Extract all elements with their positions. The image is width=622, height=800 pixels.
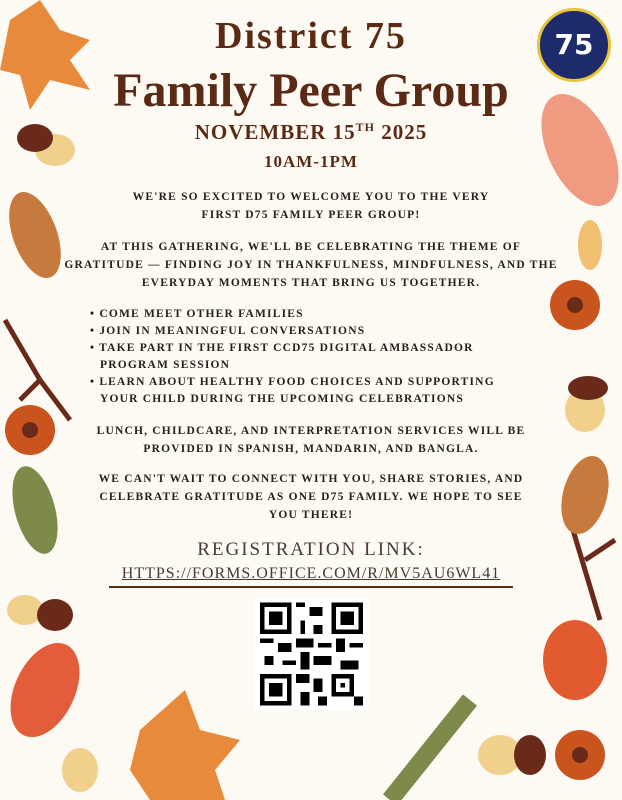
acorn-icon [478, 735, 546, 775]
qr-code[interactable] [254, 598, 369, 710]
registration-label: REGISTRATION LINK: [197, 539, 425, 560]
acorn-icon [565, 376, 608, 432]
branch-icon [570, 520, 615, 620]
list-item: • TAKE PART IN THE FIRST CCD75 DIGITAL AMBASSADOR PROGRAM SESSION [90, 342, 474, 371]
star-anise-icon [5, 405, 55, 455]
star-anise-icon [555, 730, 605, 780]
registration-link[interactable]: HTTPS://FORMS.OFFICE.COM/R/MV5AU6WL41 [121, 565, 501, 582]
fern-icon [4, 461, 66, 558]
event-date [60, 118, 562, 146]
closing-text: WE CAN'T WAIT TO CONNECT WITH YOU, SHARE STORIES, AND CELEBRATE GRATITUDE AS ONE D75 FAMILY. WE HOPE TO SEE YOU THERE! [98, 473, 524, 521]
event-time: 10AM-1PM [264, 152, 358, 171]
oak-leaf-icon [553, 451, 616, 540]
district-75-logo: 75 [537, 8, 611, 82]
services-text: LUNCH, CHILDCARE, AND INTERPRETATION SERVICES WILL BE PROVIDED IN SPANISH, MANDARIN, AND BANGLA. [96, 425, 526, 455]
fern-icon [390, 700, 470, 800]
activity-list [90, 306, 530, 408]
list-item: • LEARN ABOUT HEALTHY FOOD CHOICES AND SUPPORTING YOUR CHILD DURING THE UPCOMING CELEBRATIONS [90, 376, 495, 405]
title-district: District 75 [215, 15, 407, 57]
theme-text: AT THIS GATHERING, WE'LL BE CELEBRATING THE THEME OF GRATITUDE — FINDING JOY IN THANKFULNESS, MINDFULNESS, AND THE EVERYDAY MOMENTS THAT BRING US TOGETHER. [64, 241, 558, 289]
date-day: NOVEMBER 15 [194, 120, 356, 144]
flyer-content [60, 14, 562, 710]
date-suffix: TH [355, 120, 376, 134]
list-item: • JOIN IN MEANINGFUL CONVERSATIONS [90, 325, 366, 337]
date-year: 2025 [381, 120, 428, 144]
divider [109, 586, 513, 588]
peanut-icon [578, 220, 602, 270]
acorn-icon [62, 748, 98, 792]
title-family-peer-group: Family Peer Group [113, 64, 509, 117]
list-item: • COME MEET OTHER FAMILIES [90, 308, 304, 320]
welcome-text: WE'RE SO EXCITED TO WELCOME YOU TO THE VERY FIRST D75 FAMILY PEER GROUP! [132, 191, 490, 221]
